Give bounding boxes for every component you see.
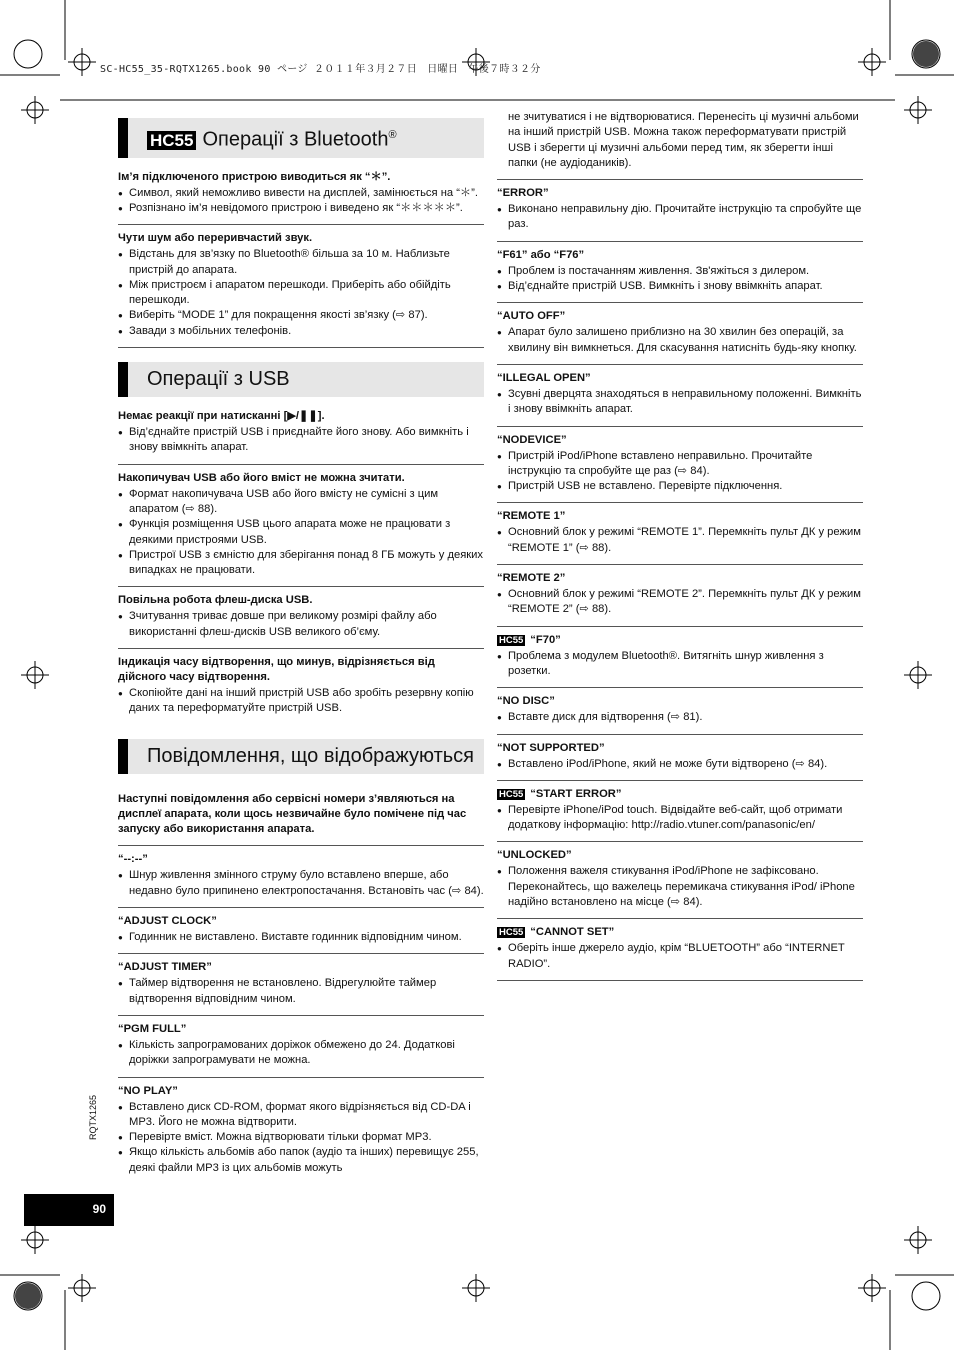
bullet-list [118, 930, 484, 945]
bullet-item: ● Проблем із постачанням живлення. Зв'яжіться з дилером. [497, 264, 863, 279]
bullet-item: ● Вставлено диск CD-ROM, формат якого відрізняється від CD-DA і MP3. Його не можна відтворити. [118, 1100, 484, 1131]
issue-title-text: “ADJUST TIMER” [118, 961, 212, 974]
issue-item [497, 735, 863, 781]
issue-title-text: Накопичувач USB або його вміст не можна зчитати. [118, 471, 405, 484]
bullet-item: ● Пристрій iPod/iPhone вставлено неправильно. Прочитайте інструкцію та спробуйте ще раз (⇨ 84). [497, 449, 863, 480]
issue-title-text: Немає реакції при натисканні [▶/❚❚]. [118, 410, 325, 423]
bullet-item: ● Зсувні дверцята знаходяться в неправильному положенні. Вимкніть і знову ввімкніть апарат. [497, 387, 863, 418]
bullet-item: ● Основний блок у режимі “REMOTE 1”. Перемкніть пульт ДК у режим “REMOTE 1” (⇨ 88). [497, 525, 863, 556]
issue-title-text: “F61” або “F76” [497, 248, 585, 261]
issue-item [118, 846, 484, 908]
issue-title [497, 309, 863, 324]
issue-title [118, 1084, 484, 1099]
issue-title [118, 231, 484, 246]
issue-title [118, 1022, 484, 1037]
issue-item [118, 1078, 484, 1184]
issue-item [497, 627, 863, 689]
bullet-item: ● Від’єднайте пристрій USB і приєднайте його знову. Або вимкніть і знову ввімкніть апарат. [118, 425, 484, 456]
issue-item [497, 842, 863, 919]
bullet-list [497, 757, 863, 772]
bullet-item: ● Положення важеля стикування iPod/iPhone не зафіксовано. Переконайтесь, що важелець перемикача стикування iPod/ iPhone надійно встановлено на місце (⇨ 84). [497, 864, 863, 910]
issue-item [497, 303, 863, 365]
right-column [497, 110, 863, 981]
issue-title-text: “REMOTE 2” [497, 572, 566, 585]
bullet-list [118, 1100, 484, 1176]
section-title-text: Повідомлення, що відображуються [147, 744, 474, 767]
book-header-line: SC-HC55_35-RQTX1265.book 90 ページ ２０１１年３月２７日 日曜日 午後７時３２分 [100, 64, 541, 75]
bullet-list [118, 487, 484, 579]
issue-item [497, 688, 863, 734]
bullet-list [497, 202, 863, 233]
issue-title-text: “ADJUST CLOCK” [118, 915, 217, 928]
document-code: RQTX1265 [88, 1094, 98, 1140]
intro-text: Наступні повідомлення або сервісні номери з’являються на дисплеї апарата, коли щось незвичайне було помічене під час запуску або використання апарата. [118, 792, 467, 836]
issue-item [497, 365, 863, 427]
issue-title [118, 914, 484, 929]
bullet-item: ● Якщо кількість альбомів або папок (аудіо та інших) перевищує 255, деякі файли MP3 із цих альбомів можуть [118, 1145, 484, 1176]
issue-title [497, 571, 863, 586]
bullet-item: ● Шнур живлення змінного струму було вставлено вперше, або недавно було припинено електропостачання. Встановіть час (⇨ 84). [118, 868, 484, 899]
bullet-list [118, 186, 484, 217]
issue-item [118, 409, 484, 465]
bullet-list [497, 449, 863, 495]
issue-title-text: “REMOTE 1” [497, 510, 566, 523]
bullet-item: ● Проблема з модулем Bluetooth®. Витягніть шнур живлення з розетки. [497, 649, 863, 680]
section-title-text: Операції з Bluetooth [202, 128, 389, 151]
bullet-item: ● Розпізнано ім’я невідомого пристрою і виведено як “＊＊＊＊＊”. [118, 201, 484, 216]
bullet-item: ● Формат накопичувача USB або його вмісту не сумісні з цим апаратом (⇨ 88). [118, 487, 484, 518]
issue-title-text: “NO DISC” [497, 695, 555, 708]
issue-title-text: Індикація часу відтворення, що минув, відрізняється від дійсного часу відтворення. [118, 656, 435, 683]
bullet-item: ● Зчитування триває довше при великому розмірі файлу або використанні флеш-дисків USB великого об’єму. [118, 609, 484, 640]
continued-text [497, 110, 863, 180]
issue-title [497, 848, 863, 863]
issue-title [497, 741, 863, 756]
bullet-list [497, 525, 863, 556]
bullet-item: ● Перевірте iPhone/iPod touch. Відвідайте веб-сайт, щоб отримати додаткову інформацію: http://radio.vtuner.com/panasonic/en/ [497, 803, 863, 834]
message-list-right [497, 180, 863, 981]
bullet-list [497, 864, 863, 910]
bullet-item: ● Від’єднайте пристрій USB. Вимкніть і знову ввімкніть апарат. [497, 279, 863, 294]
bullet-item: ● Пристрій USB не вставлено. Перевірте підключення. [497, 479, 863, 494]
issue-item [497, 919, 863, 981]
bullet-list [497, 325, 863, 356]
model-tag: HC55 [499, 927, 524, 939]
issue-title [497, 633, 863, 648]
page-number: 90 [92, 1202, 106, 1216]
issue-title-text: “ILLEGAL OPEN” [497, 371, 591, 384]
issue-title [497, 509, 863, 524]
issue-item [497, 503, 863, 565]
model-tag: HC55 [499, 634, 524, 646]
bullet-item: ● Виберіть “MODE 1” для покращення якості зв’язку (⇨ 87). [118, 308, 484, 323]
bullet-item: ● Символ, який неможливо вивести на дисплей, замінюється на “＊”. [118, 186, 484, 201]
issue-item [118, 170, 484, 226]
issue-title-text: Ім’я підключеного пристрою виводиться як “＊”. [118, 170, 391, 183]
issue-title [497, 694, 863, 709]
issue-item [497, 180, 863, 242]
bullet-item: ● Апарат було залишено приблизно на 30 хвилин без операцій, за хвилину він вимкнеться. Для скасування натисніть будь-яку кнопку. [497, 325, 863, 356]
issue-title-text: “AUTO OFF” [497, 310, 566, 323]
bullet-item: ● Вставте диск для відтворення (⇨ 81). [497, 710, 863, 725]
model-tag: HC55 [499, 788, 524, 800]
issue-title [497, 248, 863, 263]
bullet-list [497, 941, 863, 972]
bullet-item: ● Оберіть інше джерело аудіо, крім “BLUETOOTH” або “INTERNET RADIO”. [497, 941, 863, 972]
bluetooth-issues [118, 170, 484, 348]
issue-title-text: Чути шум або переривчастий звук. [118, 232, 313, 245]
issue-title-text: “ERROR” [497, 187, 549, 200]
issue-title [118, 471, 484, 486]
bullet-item: ● Відстань для зв’язку по Bluetooth® більша за 10 м. Наблизьте пристрій до апарата. [118, 247, 484, 278]
bullet-item: ● Функція розміщення USB цього апарата може не працювати з деякими пристроями USB. [118, 517, 484, 548]
section-title-usb [118, 362, 484, 397]
continuation-text: не зчитуватися і не відтворюватися. Перенесіть ці музичні альбоми на інший пристрій USB. Можна також переформатувати пристрій USB і зберегти ці музичні альбоми перед тим, як зберегти інші папки (не аудіодаників). [508, 111, 859, 169]
bullet-item: ● Основний блок у режимі “REMOTE 2”. Перемкніть пульт ДК у режим “REMOTE 2” (⇨ 88). [497, 587, 863, 618]
bullet-item: ● Між пристроєм і апаратом перешкоди. Приберіть або обійдіть перешкоди. [118, 278, 484, 309]
bullet-item: ● Виконано неправильну дію. Прочитайте інструкцію та спробуйте ще раз. [497, 202, 863, 233]
issue-item [118, 1016, 484, 1078]
issue-title-text: “F70” [530, 633, 561, 646]
left-column [118, 118, 484, 1184]
bullet-list [118, 868, 484, 899]
issue-item [118, 225, 484, 348]
issue-item [497, 565, 863, 627]
bullet-list [118, 1038, 484, 1069]
bullet-list [118, 976, 484, 1007]
issue-item [497, 242, 863, 304]
model-tag: HC55 [147, 131, 196, 150]
bullet-item: ● Кількість запрограмованих доріжок обмежено до 24. Додаткові доріжки запрограмувати не можна. [118, 1038, 484, 1069]
bullet-item: ● Годинник не виставлено. Виставте годинник відповідним чином. [118, 930, 484, 945]
bullet-item: ● Скопіюйте дані на інший пристрій USB або зробіть резервну копію даних та переформатуйте пристрій USB. [118, 686, 484, 717]
bullet-list [497, 387, 863, 418]
issue-item [118, 465, 484, 588]
messages-intro [118, 786, 484, 847]
bullet-item: ● Вставлено iPod/iPhone, який не може бути відтворено (⇨ 84). [497, 757, 863, 772]
bullet-item: ● Перевірте вміст. Можна відтворювати тільки формат MP3. [118, 1130, 484, 1145]
bullet-list [497, 264, 863, 295]
bullet-list [497, 803, 863, 834]
issue-item [497, 781, 863, 843]
issue-title [118, 960, 484, 975]
issue-title [118, 655, 484, 685]
issue-title-text: “NOT SUPPORTED” [497, 741, 605, 754]
issue-title [118, 852, 484, 867]
message-list [118, 846, 484, 1184]
issue-title [497, 787, 863, 802]
issue-title [118, 409, 484, 424]
issue-title-text: “--:--” [118, 853, 148, 866]
issue-title [497, 186, 863, 201]
issue-title [118, 593, 484, 608]
issue-item [118, 649, 484, 725]
issue-title-text: “UNLOCKED” [497, 849, 572, 862]
bullet-item: ● Таймер відтворення не встановлено. Відрегулюйте таймер відтворення відповідним чином. [118, 976, 484, 1007]
issue-title-text: “NO PLAY” [118, 1084, 178, 1097]
issue-title-text: “START ERROR” [530, 787, 622, 800]
bullet-list [118, 425, 484, 456]
issue-title [118, 170, 484, 185]
issue-title [497, 371, 863, 386]
issue-title-text: “CANNOT SET” [530, 926, 615, 939]
bullet-list [497, 710, 863, 725]
bullet-item: ● Завади з мобільних телефонів. [118, 324, 484, 339]
issue-item [497, 427, 863, 504]
issue-title-text: “NODEVICE” [497, 433, 567, 446]
issue-title [497, 925, 863, 940]
section-title-messages [118, 739, 484, 774]
section-title-text: Операції з USB [147, 368, 290, 391]
bullet-item: ● Пристрої USB з ємністю для зберігання понад 8 ГБ можуть у деяких випадках не працювати. [118, 548, 484, 579]
issue-title [497, 433, 863, 448]
issue-item [118, 587, 484, 649]
issue-item [118, 954, 484, 1016]
registered-mark: ® [388, 129, 397, 141]
bullet-list [118, 247, 484, 339]
usb-issues [118, 409, 484, 725]
bullet-list [118, 609, 484, 640]
bullet-list [497, 649, 863, 680]
issue-title-text: Повільна робота флеш-диска USB. [118, 594, 313, 607]
section-title-bluetooth [118, 118, 484, 158]
bullet-list [497, 587, 863, 618]
issue-item [118, 908, 484, 954]
issue-title-text: “PGM FULL” [118, 1022, 187, 1035]
page-number-box [24, 1194, 114, 1226]
bullet-list [118, 686, 484, 717]
